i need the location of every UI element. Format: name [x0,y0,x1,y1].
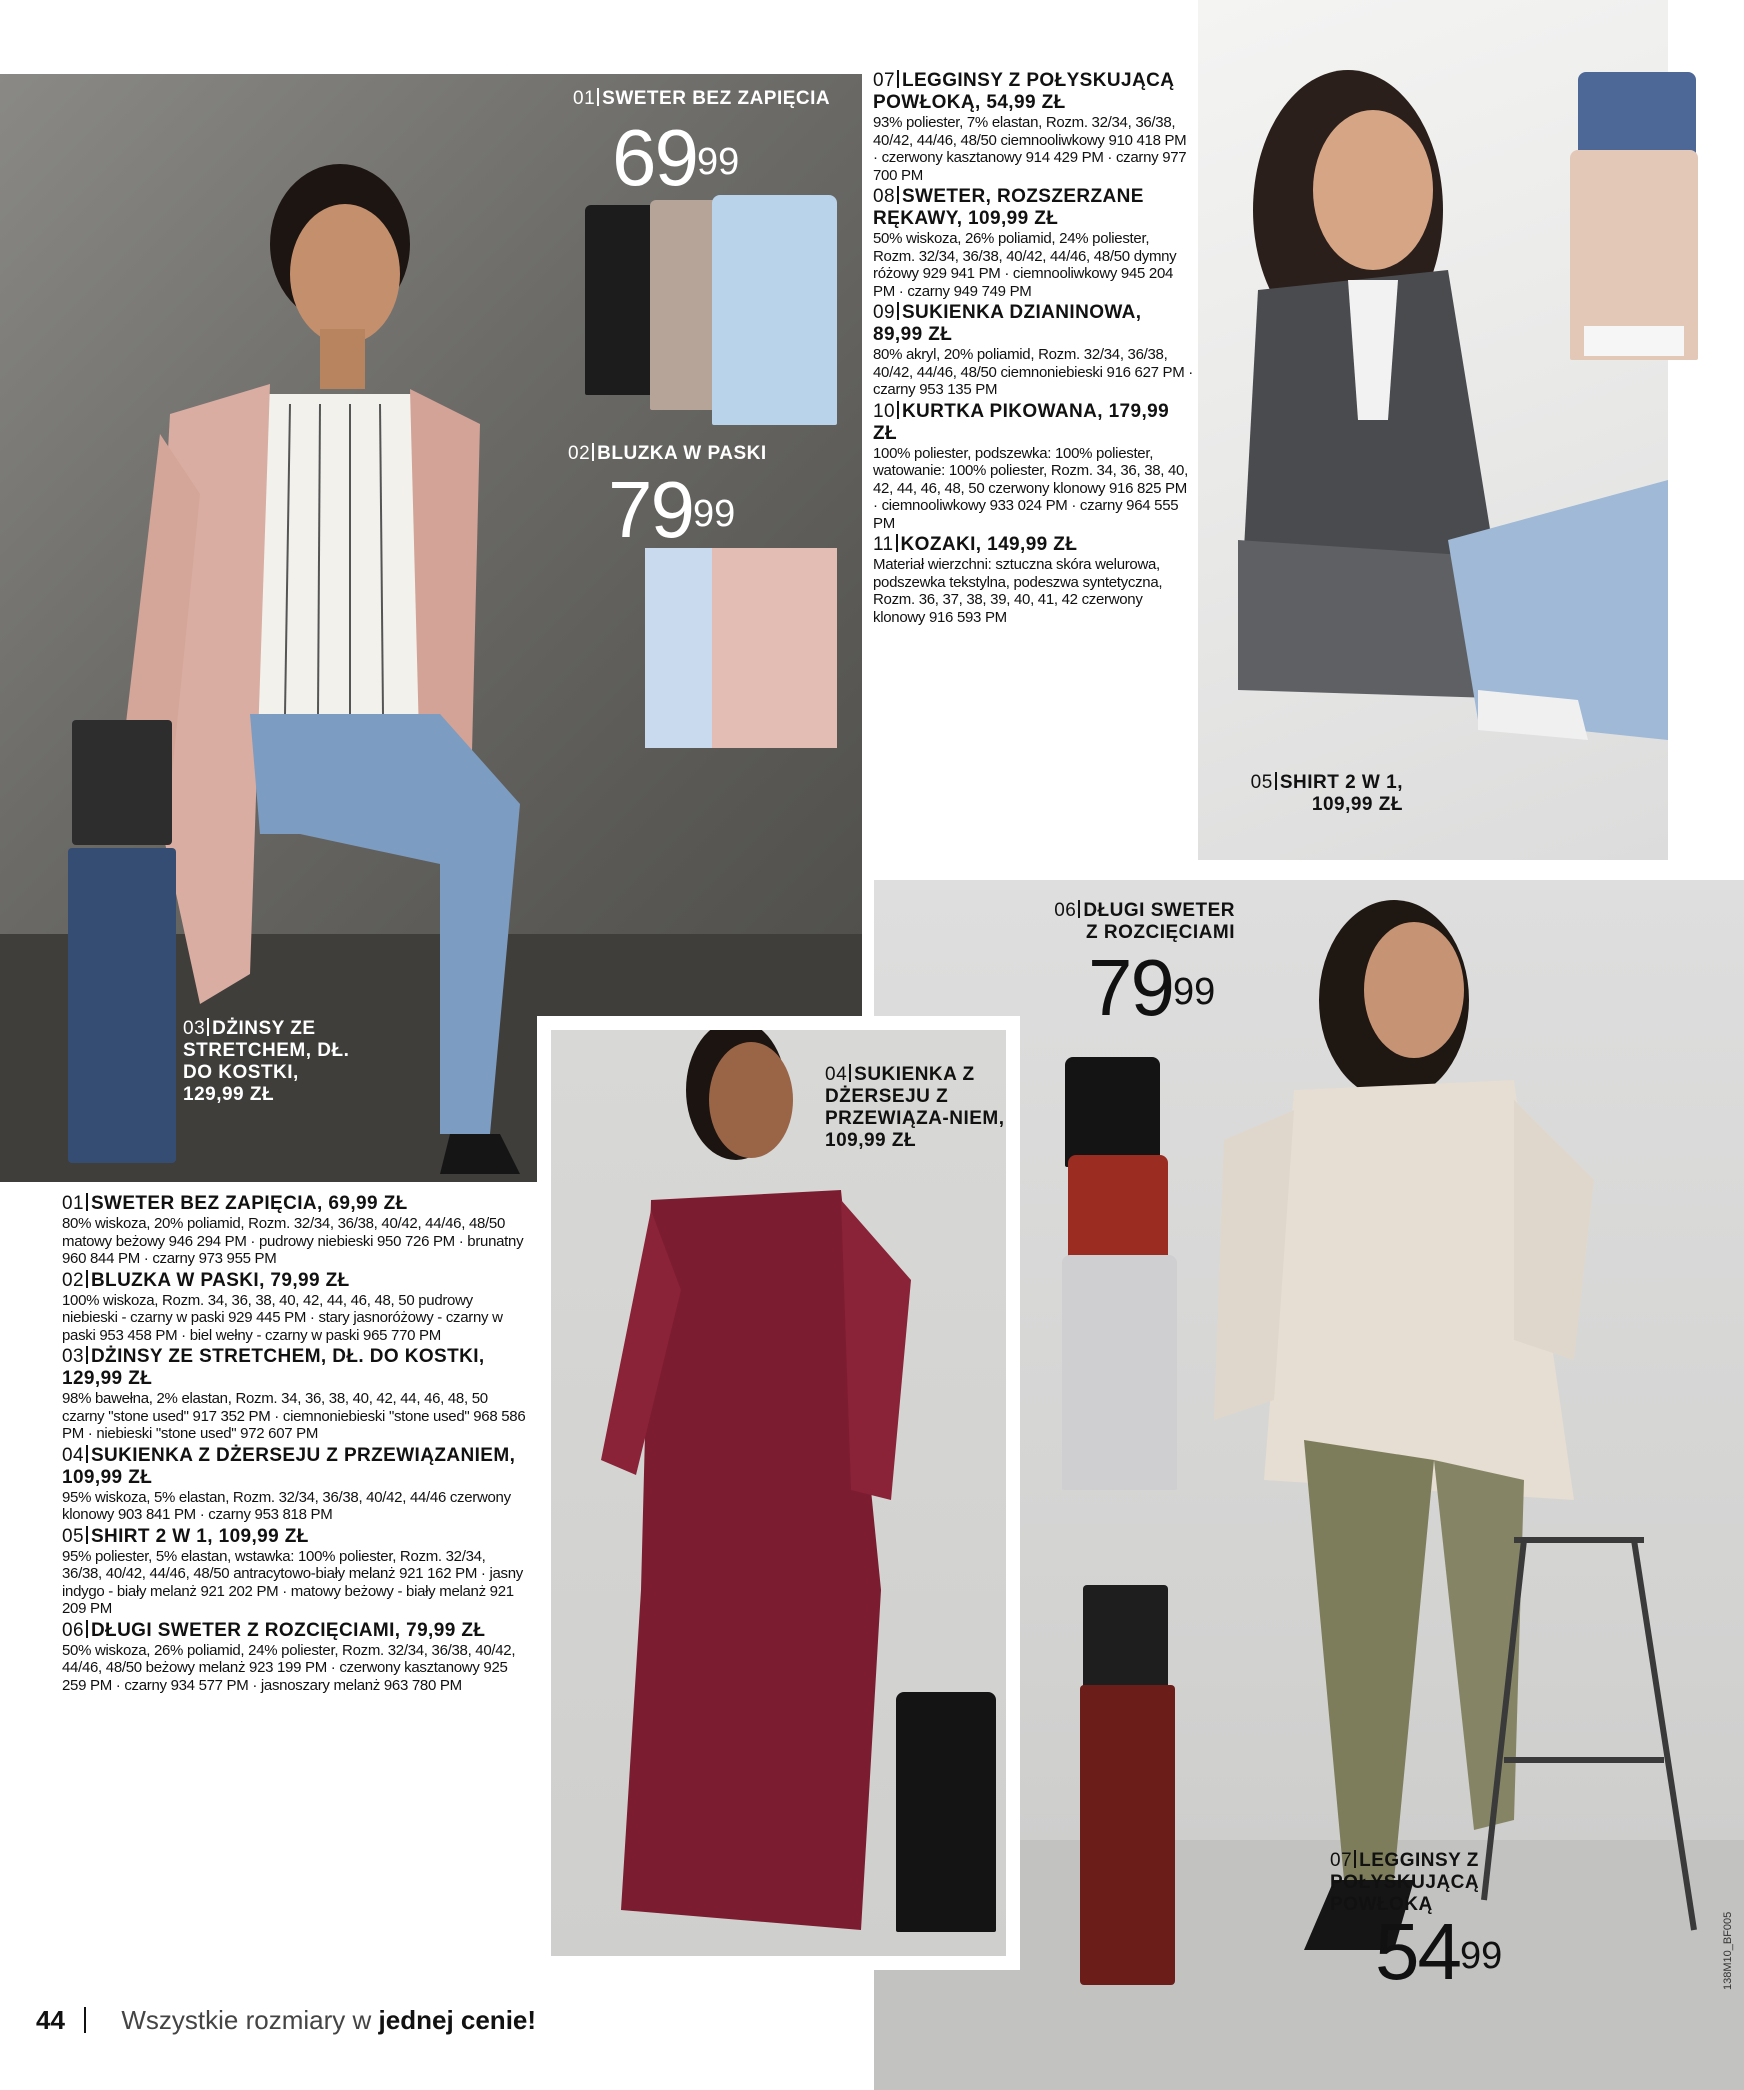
list-item: 01 SWETER BEZ ZAPIĘCIA, 69,99 ZŁ 80% wiskoza, 20% poliamid, Rozm. 32/34, 36/38, 40/42, 44/46, 48/50 matowy beżowy 946 294 PM · pudrowy niebieski 950 726 PM · brunatny 960 844 PM · czarny 973 955 PM [62,1193,524,1267]
list-item: 07 LEGGINSY Z POŁYSKUJĄCĄ POWŁOKĄ, 54,99 ZŁ 93% poliester, 7% elastan, Rozm. 32/34, 36/38, 40/42, 44/46, 48/50 ciemnooliwkowy 910 418 PM · czerwony kasztanowy 914 429 PM · czarny 977 700 PM [873,70,1187,184]
product-cardigan-blue [712,195,837,425]
product-dress-black [896,1692,996,1932]
side-code [1722,1912,1734,1990]
footer-slogan: Wszystkie rozmiary w [121,2005,372,2035]
price-07: $54^{99}$ [1375,1907,1503,1996]
list-item: 02 BLUZKA W PASKI, 79,99 ZŁ 100% wiskoza, Rozm. 34, 36, 38, 40, 42, 44, 46, 48, 50 pudrowy niebieski - czarny w paski 929 445 PM · stary jasnoróżowy - czarny w paski 953 458 PM · biel wełny - czarny w paski 965 770 PM [62,1269,503,1344]
list-item: 06 DŁUGI SWETER Z ROZCIĘCIAMI, 79,99 ZŁ 50% wiskoza, 26% poliamid, 24% poliester, Rozm. 32/34, 36/38, 40/42, 44/46, 48/50 beżowy melanż 923 199 PM · czerwony kasztanowy 925 259 PM · czarny 934 577 PM · jasnoszary melanż 963 780 PM [62,1619,516,1694]
list-item: 03 DŻINSY ZE STRETCHEM, DŁ. DO KOSTKI, 129,99 ZŁ 98% bawełna, 2% elastan, Rozm. 34, 36, 38, 40, 42, 44, 46, 48, 50 czarny "stone used" 917 352 PM · ciemnoniebieski "stone used" 968 586 PM · niebieski "stone used" 972 607 PM [62,1346,526,1442]
list-item: 04 SUKIENKA Z DŻERSEJU Z PRZEWIĄZANIEM, 109,99 ZŁ 95% wiskoza, 5% elastan, Rozm. 32/34, 36/38, 40/42, 44/46 czerwony klonowy 903 841 PM · czarny 953 818 PM [62,1444,516,1523]
price-06: $79^{99}$ [1088,943,1216,1032]
list-item: 10 KURTKA PIKOWANA, 179,99 ZŁ 100% poliester, podszewka: 100% poliester, watowanie: 100% poliester, Rozm. 34, 36, 38, 40, 42, 44, 46, 48, 50 czerwony klonowy 916 825 PM · ciemnooliwkowy 933 024 PM · czarny 964 555 PM [873,400,1188,532]
product-jeans-black [72,720,172,845]
label-04: 04 SUKIENKA Z DŻERSEJU Z PRZEWIĄZA-NIEM, 109,99 ZŁ [825,1064,1005,1151]
product-sweater-red [1068,1155,1168,1270]
product-leggings-black [1083,1585,1168,1695]
footer-slogan-bold: jednej cenie! [378,2005,537,2035]
page-number: 44 [36,2005,65,2035]
side-code-text: 138M10_BF005 [1722,1911,1734,1990]
product-blouse-pink [712,548,837,748]
product-shirt-hem [1584,326,1684,356]
photo-dress-frame [537,1016,1020,1970]
list-item: 09 SUKIENKA DZIANINOWA, 89,99 ZŁ 80% akryl, 20% poliamid, Rozm. 32/34, 36/38, 40/42, 44/46, 48/50 ciemnoniebieski 916 627 PM · czarny 953 135 PM [873,302,1193,398]
product-sweater-grey [1062,1255,1177,1490]
price-01: $69^{99}$ [612,113,740,202]
product-list-right [873,70,1193,628]
label-02: 02 BLUZKA W PASKI [568,443,767,464]
label-01: 01 SWETER BEZ ZAPIĘCIA [573,88,831,109]
price-02: $79^{99}$ [608,465,736,554]
product-leggings-red [1080,1685,1175,1985]
label-03: 03 DŻINSY ZE STRETCHEM, DŁ. DO KOSTKI, 129,99 ZŁ [183,1018,350,1105]
label-05: 05 SHIRT 2 W 1, 109,99 ZŁ [1250,772,1403,815]
product-sweater-black [1065,1057,1160,1167]
label-06: 06 DŁUGI SWETER Z ROZCIĘCIAMI [1054,900,1235,943]
product-jeans-blue [68,848,176,1163]
list-item: 08 SWETER, ROZSZERZANE RĘKAWY, 109,99 ZŁ 50% wiskoza, 26% poliamid, 24% poliester, Rozm. 32/34, 36/38, 40/42, 44/46, 48/50 dymny różowy 929 941 PM · ciemnooliwkowy 945 204 PM · czarny 949 749 PM [873,186,1177,300]
footer-divider [84,2007,86,2033]
footer [36,2005,536,2035]
list-item: 11 KOZAKI, 149,99 ZŁ Materiał wierzchni: sztuczna skóra welurowa, podszewka tekstylna, podeszwa syntetyczna, Rozm. 36, 37, 38, 39, 40, 41, 42 czerwony klonowy 916 593 PM [873,534,1163,626]
list-item: 05 SHIRT 2 W 1, 109,99 ZŁ 95% poliester, 5% elastan, wstawka: 100% poliester, Rozm. 32/34, 36/38, 40/42, 44/46, 48/50 antracytowo-biały melanż 921 162 PM · jasny indygo - biały melanż 921 202 PM · matowy beżowy - biały melanż 921 209 PM [62,1525,523,1617]
product-list-left [62,1193,527,1696]
label-07: 07 LEGGINSY Z POŁYSKUJĄCĄ POWŁOKĄ [1330,1850,1480,1915]
